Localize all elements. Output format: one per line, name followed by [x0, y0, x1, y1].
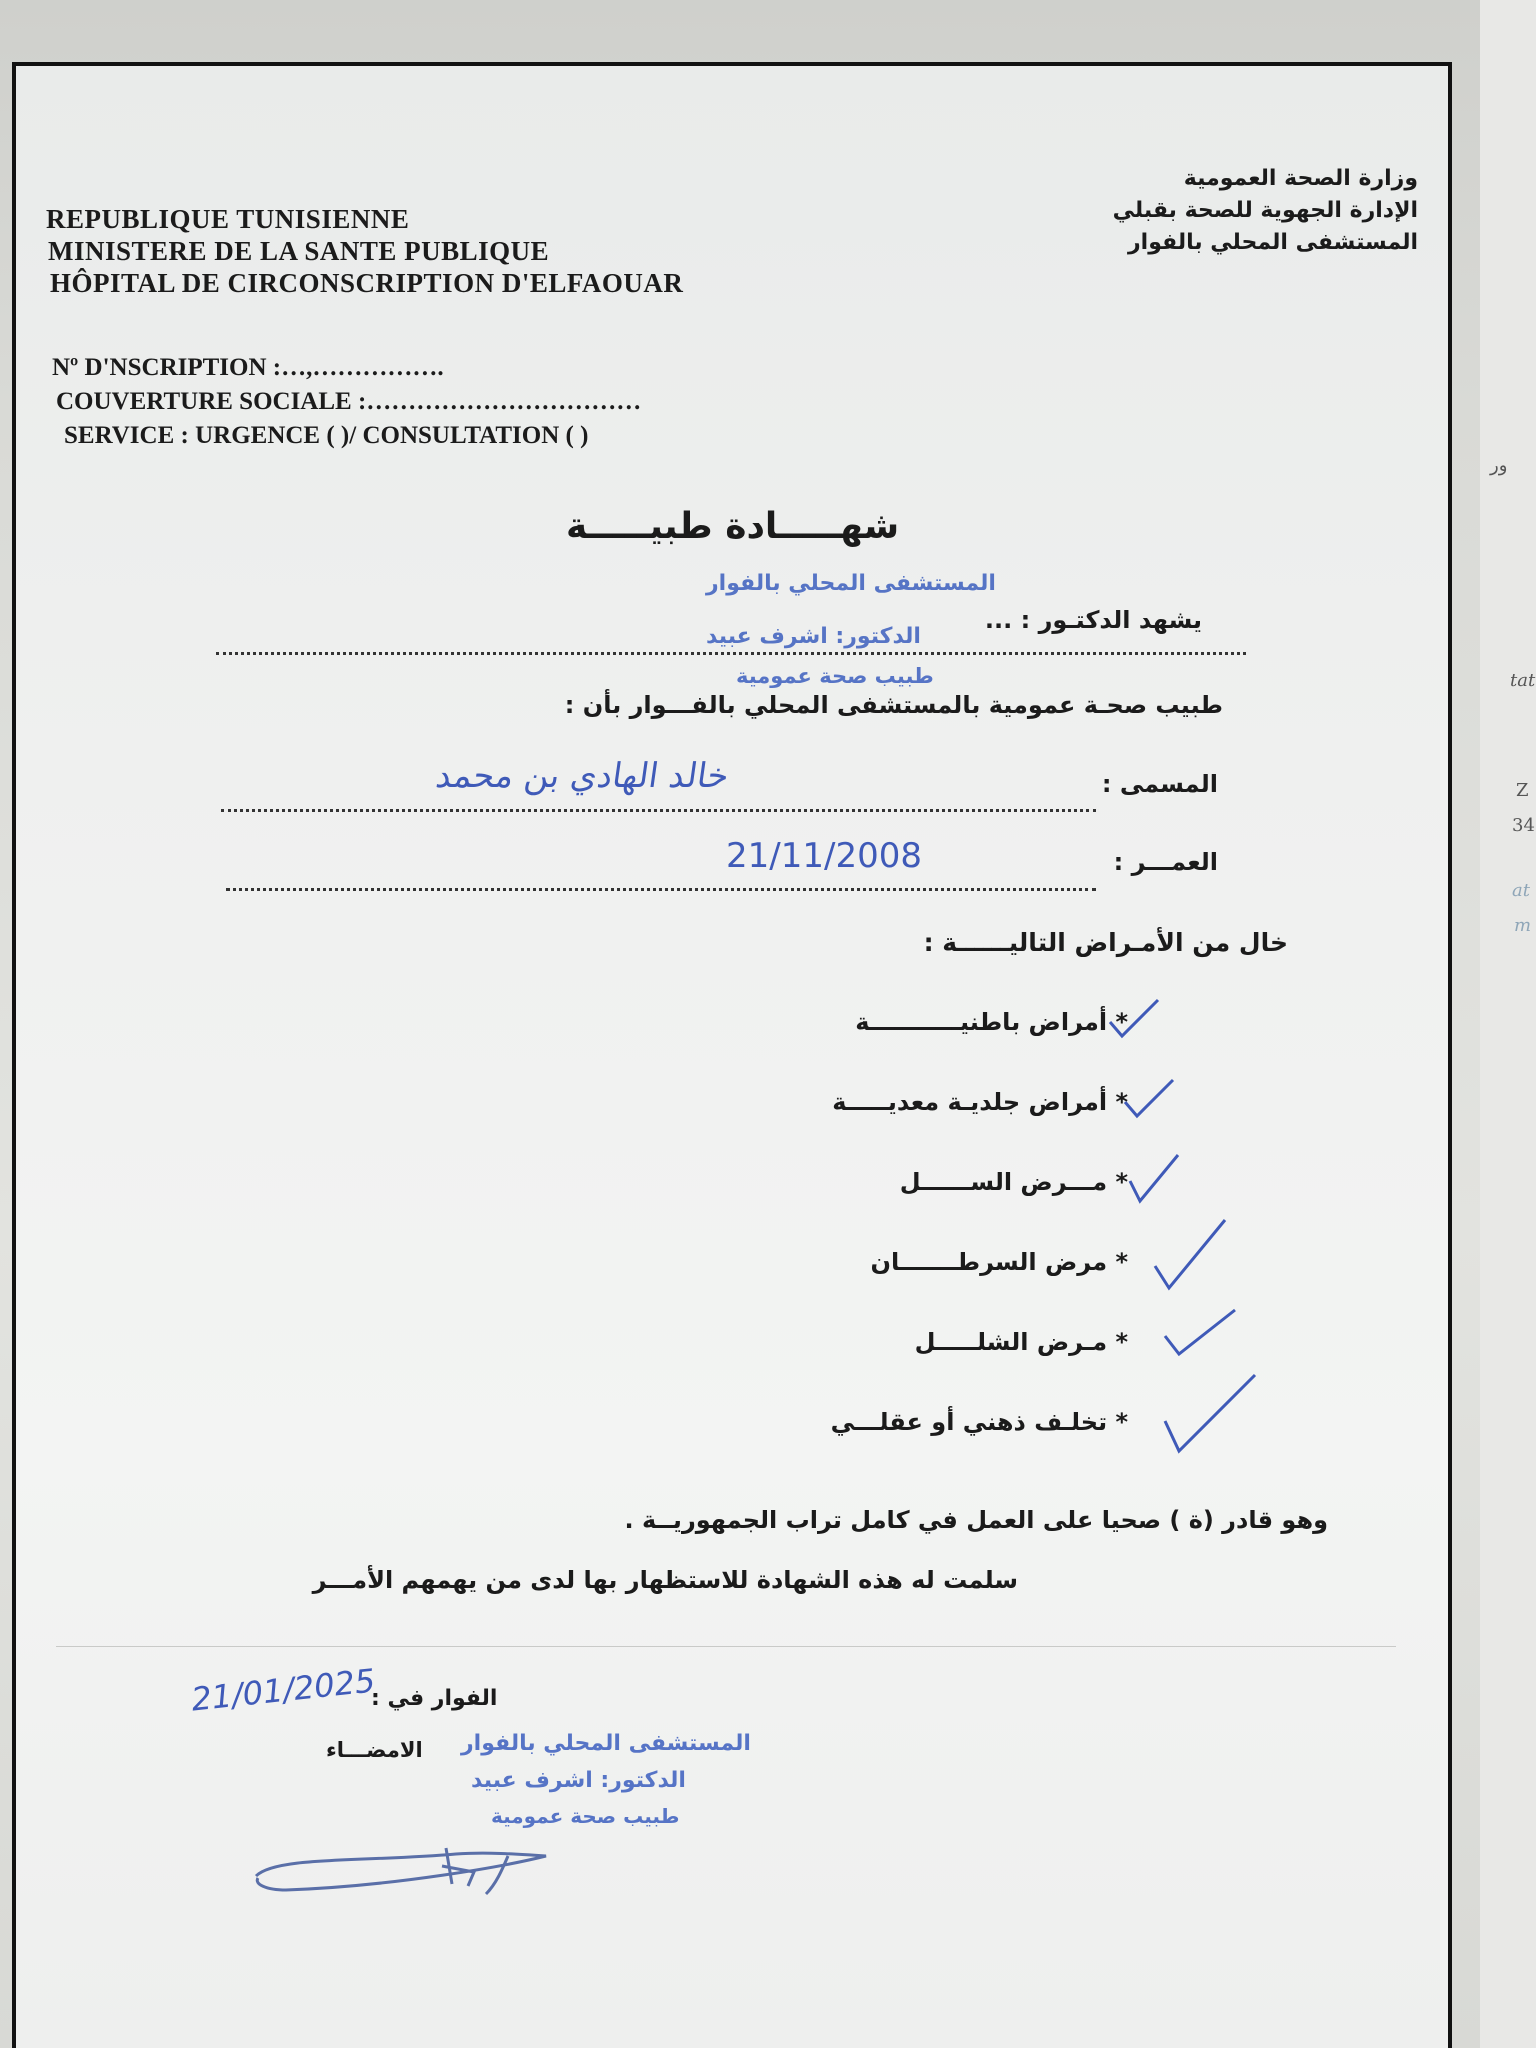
doctor-dotted-line — [216, 652, 1246, 655]
checkmark-icon — [1151, 1216, 1231, 1296]
age-label: العمـــر : — [1113, 848, 1218, 876]
stamp-hospital: المستشفى المحلي بالفوار — [461, 1731, 751, 1756]
age-dotted-line — [226, 888, 1096, 891]
name-label: المسمى : — [1101, 770, 1218, 798]
name-dotted-line — [221, 809, 1096, 812]
header-hospital: HÔPITAL DE CIRCONSCRIPTION D'ELFAOUAR — [50, 268, 684, 298]
delivery-statement: سلمت له هذه الشهادة للاستظهار بها لدى من يهمهم الأمـــر — [312, 1566, 1018, 1594]
service-field: SERVICE : URGENCE ( )/ CONSULTATION ( ) — [64, 422, 589, 449]
disease-item-cancer: * مرض السرطـــــــان — [870, 1248, 1128, 1276]
signature-scribble — [246, 1826, 606, 1906]
doctor-label: يشهد الدكتـور : ... — [984, 606, 1202, 634]
background-sheet: ور tat Z 34 at m — [1480, 0, 1536, 2048]
name-handwritten: خالد الهادي بن محمد — [433, 756, 732, 796]
disease-item-internal: * أمراض باطنيـــــــــــة — [855, 1008, 1128, 1036]
place-date-label: الفوار في : — [371, 1686, 498, 1711]
stamp-role-top: طبيب صحة عمومية — [736, 664, 934, 688]
header-ministry: MINISTERE DE LA SANTE PUBLIQUE — [48, 236, 550, 266]
checkmark-icon — [1106, 996, 1166, 1046]
checkmark-icon — [1161, 1371, 1261, 1461]
date-handwritten: 21/01/2025 — [189, 1661, 377, 1719]
header-republic: REPUBLIQUE TUNISIENNE — [46, 204, 410, 234]
disease-item-skin: * أمراض جلديـة معديـــــة — [832, 1088, 1128, 1116]
checkmark-icon — [1121, 1076, 1181, 1126]
checkmark-icon — [1126, 1151, 1186, 1211]
header-ar-hospital: المستشفى المحلي بالفوار — [1128, 230, 1418, 255]
diseases-intro: خال من الأمـراض التاليــــــة : — [923, 928, 1288, 957]
certificate-title: شهـــــادة طبيـــــة — [566, 506, 900, 547]
social-coverage-field: COUVERTURE SOCIALE :…………………………… — [56, 388, 642, 415]
disease-item-paralysis: * مـرض الشلـــــل — [914, 1328, 1128, 1356]
header-ar-ministry: وزارة الصحة العمومية — [1183, 166, 1418, 191]
stamp-role: طبيب صحة عمومية — [491, 1804, 680, 1828]
divider — [56, 1646, 1396, 1647]
doctor-role: طبيب صحـة عمومية بالمستشفى المحلي بالفـــوار بأن : — [564, 691, 1223, 719]
disease-item-tuberculosis: * مـــرض الســــــل — [899, 1168, 1128, 1196]
age-handwritten: 21/11/2008 — [726, 836, 922, 876]
disease-item-mental: * تخلـف ذهني أو عقلـــي — [830, 1408, 1128, 1436]
stamp-doctor-top: الدكتور: اشرف عبيد — [706, 624, 921, 649]
signature-label: الامضـــاء — [326, 1738, 423, 1762]
stamp-doctor: الدكتور: اشرف عبيد — [471, 1768, 686, 1793]
inscription-field: Nº D'NSCRIPTION :…,……………. — [52, 354, 444, 381]
medical-certificate-page — [12, 62, 1452, 2048]
checkmark-icon — [1161, 1306, 1241, 1366]
stamp-hospital-top: المستشفى المحلي بالفوار — [706, 571, 996, 596]
ability-statement: وهو قادر (ة ) صحيا على العمل في كامل تراب الجمهوريــة . — [624, 1506, 1328, 1534]
header-ar-regional: الإدارة الجهوية للصحة بقبلي — [1112, 198, 1418, 223]
